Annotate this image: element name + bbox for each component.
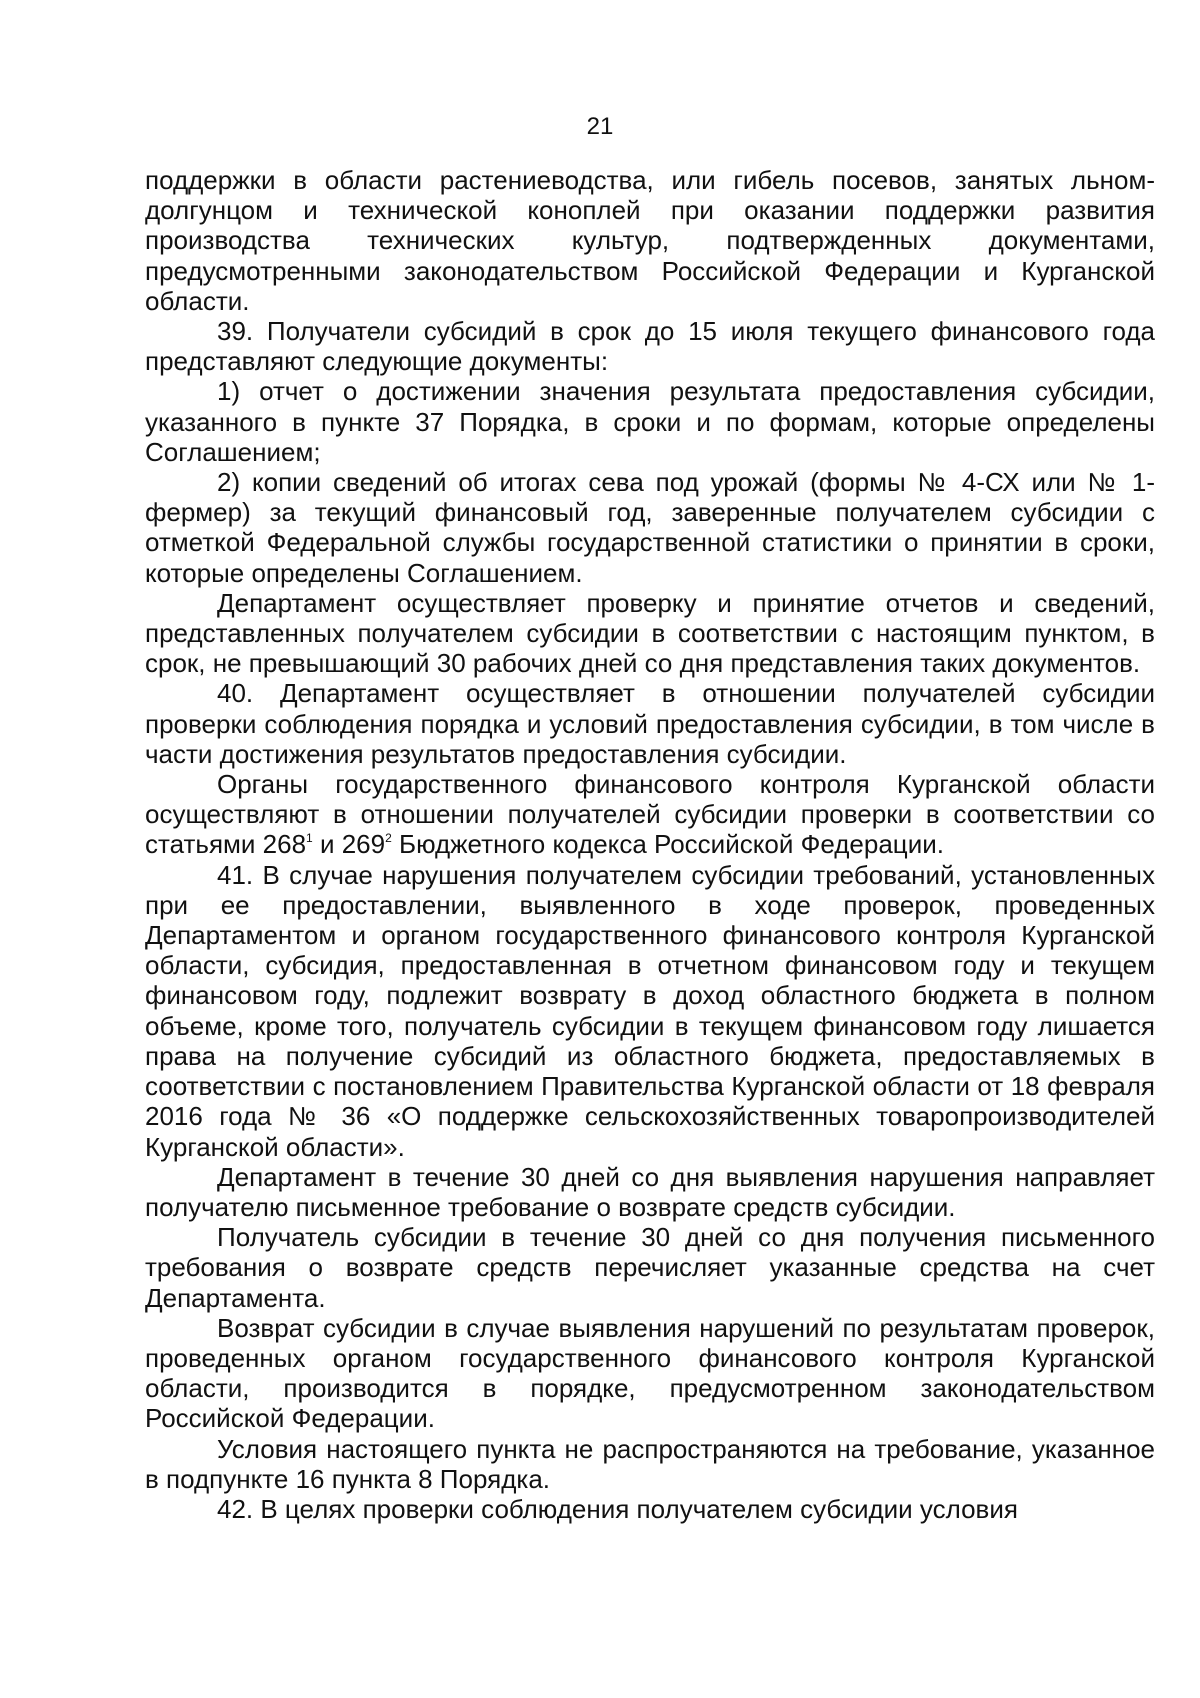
article-268-superscript: 1 [306, 831, 313, 846]
paragraph-42: 42. В целях проверки соблюдения получателем субсидии условия [217, 1493, 1018, 1524]
page-number: 21 [586, 113, 614, 140]
paragraph-39: 39. Получатели субсидий в срок до 15 июля текущего финансового года представляют следующие документы: [145, 316, 1155, 377]
paragraph-continuation: поддержки в области растениеводства, или гибель посевов, занятых льном-долгунцом и технической коноплей при оказании поддержки развития производства технических культур, подтвержденных документами, предусмотренными законодательством Российской Федерации и Курганской области. [145, 165, 1155, 316]
paragraph-40-control-text-b: и 269 [312, 829, 386, 860]
paragraph-39-item-2: 2) копии сведений об итогах сева под урожай (формы № 4-СХ или № 1-фермер) за текущий финансовый год, заверенные получателем субсидии с отметкой Федеральной службы государственной статистики о принятии в сроки, которые определены Соглашением. [145, 467, 1155, 588]
document-body [145, 165, 1155, 1524]
paragraph-40-control-text-c: Бюджетного кодекса Российской Федерации. [391, 829, 944, 860]
paragraph-40-control-text-a: Органы государственного финансового контроля Курганской области осуществляют в отношении получателей субсидии проверки в соответствии со статьями 268 [145, 769, 1155, 860]
paragraph-41: 41. В случае нарушения получателем субсидии требований, установленных при ее предоставлении, выявленного в ходе проверок, проведенных Департаментом и органом государственного финансового контроля Курганской области, субсидия, предоставленная в отчетном финансовом году и текущем финансовом году, подлежит возврату в доход областного бюджета в полном объеме, кроме того, получатель субсидии в текущем финансовом году лишается права на получение субсидий из областного бюджета, предоставляемых в соответствии с постановлением Правительства Курганской области от 18 февраля 2016 года № 36 «О поддержке сельскохозяйственных товаропроизводителей Курганской области». [145, 859, 1155, 1162]
paragraph-40-control [145, 769, 1155, 860]
paragraph-39-item-1: 1) отчет о достижении значения результата предоставления субсидии, указанного в пункте 37 Порядка, в сроки и по формам, которые определены Соглашением; [145, 376, 1155, 467]
paragraph-41-notice: Департамент в течение 30 дней со дня выявления нарушения направляет получателю письменное требование о возврате средств субсидии. [145, 1161, 1155, 1222]
article-269-superscript: 2 [385, 831, 392, 846]
paragraph-39-review: Департамент осуществляет проверку и принятие отчетов и сведений, представленных получателем субсидии в соответствии с настоящим пунктом, в срок, не превышающий 30 рабочих дней со дня представления таких документов. [145, 587, 1155, 679]
paragraph-41-return-procedure: Возврат субсидии в случае выявления нарушений по результатам проверок, проведенных органом государственного финансового контроля Курганской области, производится в порядке, предусмотренном законодательством Российской Федерации. [145, 1312, 1155, 1434]
paragraph-41-refund: Получатель субсидии в течение 30 дней со дня получения письменного требования о возврате средств перечисляет указанные средства на счет Департамента. [145, 1222, 1155, 1313]
paragraph-40: 40. Департамент осуществляет в отношении получателей субсидии проверки соблюдения порядка и условий предоставления субсидии, в том числе в части достижения результатов предоставления субсидии. [145, 678, 1155, 769]
paragraph-41-exception: Условия настоящего пункта не распространяются на требование, указанное в подпункте 16 пункта 8 Порядка. [145, 1433, 1155, 1494]
